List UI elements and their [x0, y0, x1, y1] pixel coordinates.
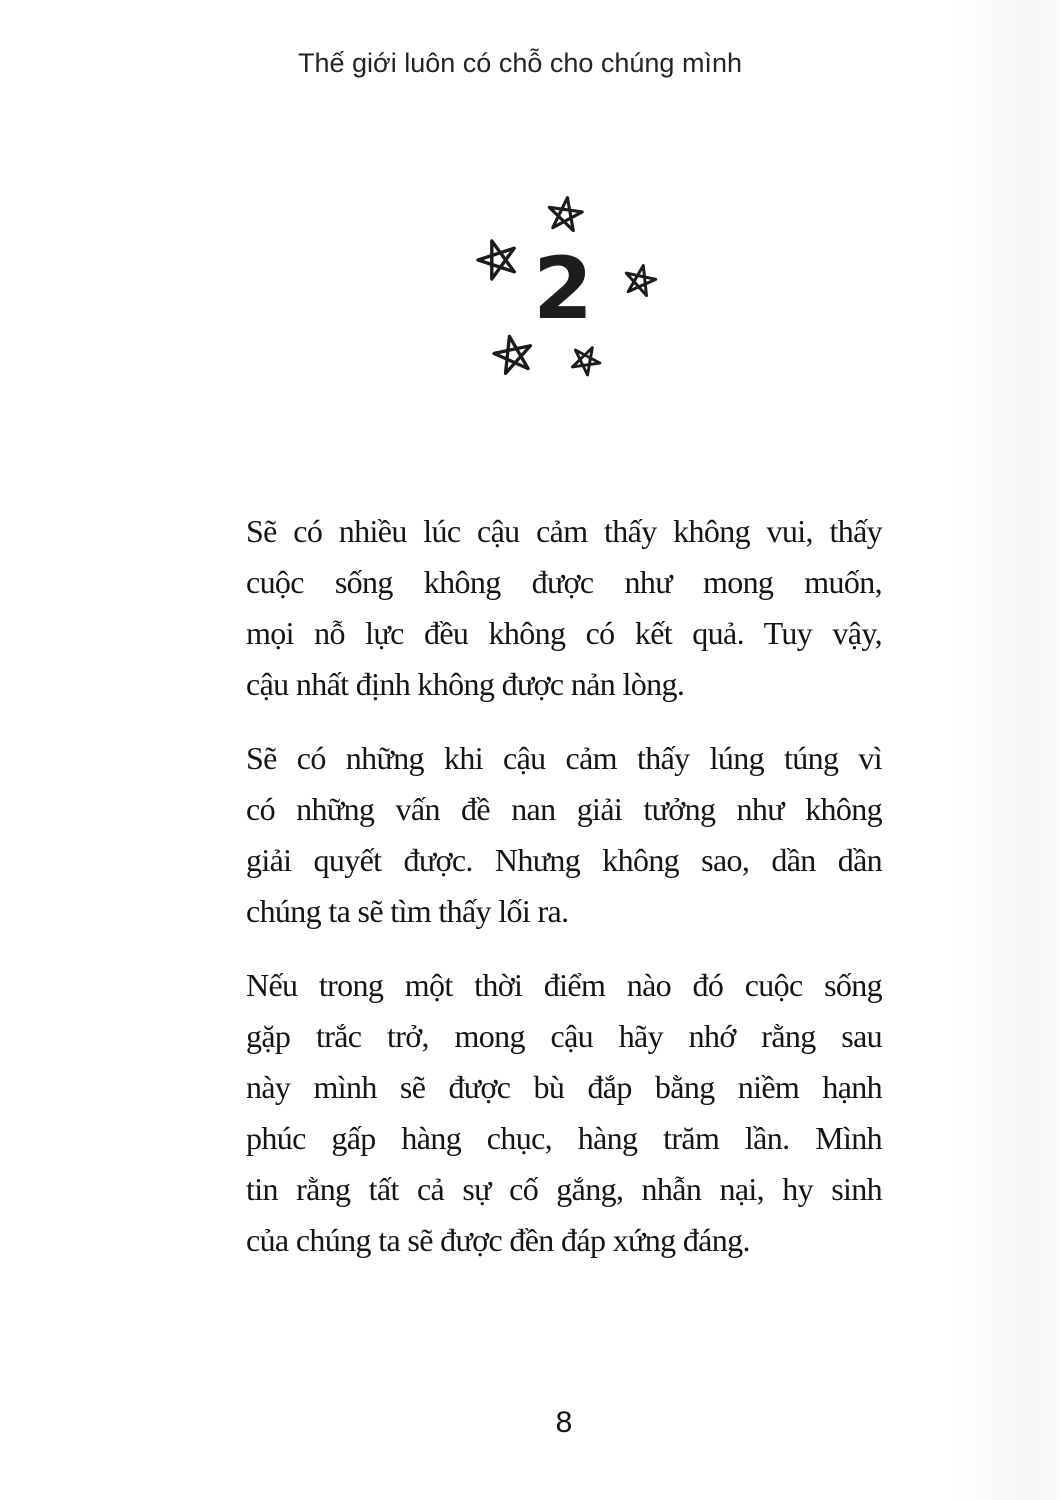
text-line: cuộc sống không được như mong muốn, — [246, 564, 882, 600]
paragraph — [246, 960, 882, 1266]
star-icon — [617, 258, 662, 303]
chapter-ornament — [430, 172, 690, 407]
paragraph — [246, 733, 882, 937]
star-icon — [541, 191, 588, 238]
chapter-number: 2 — [533, 239, 593, 339]
text-line: gặp trắc trở, mong cậu hãy nhớ rằng sau — [246, 1018, 882, 1054]
text-line: phúc gấp hàng chục, hàng trăm lần. Mình — [246, 1120, 882, 1156]
paragraph — [246, 506, 882, 710]
body-text — [246, 506, 882, 1289]
text-line: cậu nhất định không được nản lòng. — [246, 666, 685, 702]
text-line: tin rằng tất cả sự cố gắng, nhẫn nại, hy sinh — [246, 1171, 882, 1207]
text-line: mọi nỗ lực đều không có kết quả. Tuy vậy, — [246, 615, 882, 651]
running-header: Thế giới luôn có chỗ cho chúng mình — [298, 48, 742, 78]
text-line: có những vấn đề nan giải tưởng như không — [246, 791, 882, 827]
text-line: này mình sẽ được bù đắp bằng niềm hạnh — [246, 1069, 882, 1105]
star-icon — [468, 230, 528, 290]
text-line: chúng ta sẽ tìm thấy lối ra. — [246, 893, 569, 929]
text-line: giải quyết được. Nhưng không sao, dần dần — [246, 842, 882, 878]
text-line: Sẽ có nhiều lúc cậu cảm thấy không vui, thấy — [246, 513, 882, 549]
text-line: Nếu trong một thời điểm nào đó cuộc sống — [246, 967, 882, 1003]
text-line: của chúng ta sẽ được đền đáp xứng đáng. — [246, 1222, 750, 1258]
star-icon — [562, 337, 609, 384]
page-number: 8 — [555, 1406, 573, 1439]
text-line: Sẽ có những khi cậu cảm thấy lúng túng vì — [246, 740, 882, 776]
